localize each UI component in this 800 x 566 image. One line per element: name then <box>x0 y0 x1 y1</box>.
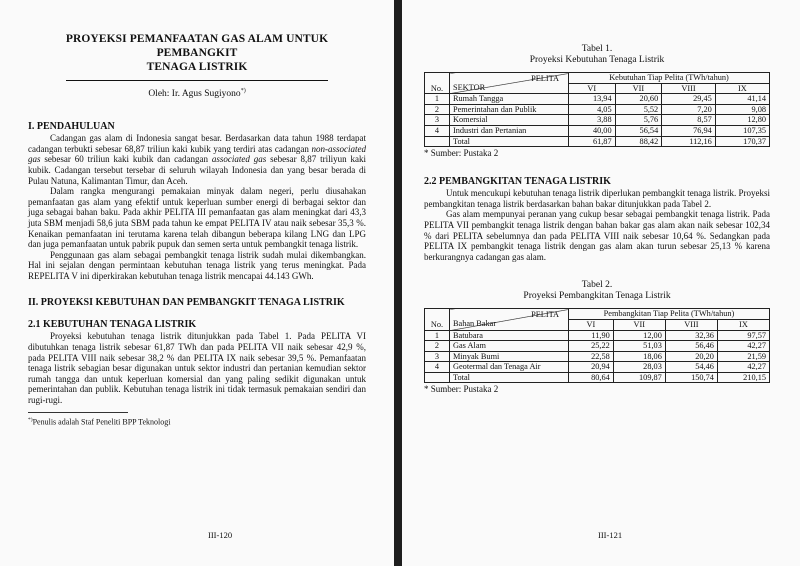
table-cell: 20,20 <box>665 351 717 362</box>
table-2 <box>424 308 770 383</box>
row-number: 1 <box>425 330 450 341</box>
table-cell: 22,58 <box>569 351 614 362</box>
table-cell: 20,60 <box>615 94 662 105</box>
row-label: Industri dan Pertanian <box>450 125 569 136</box>
total-cell: 150,74 <box>665 372 717 383</box>
table-cell: 9,08 <box>715 104 769 115</box>
table-cell: 107,35 <box>715 125 769 136</box>
table-cell: 56,46 <box>665 341 717 352</box>
table-1-source: * Sumber: Pustaka 2 <box>424 148 499 159</box>
author-footnote-mark: *) <box>240 88 246 94</box>
title-line-1: PROYEKSI PEMANFAATAN GAS ALAM UNTUK PEMBANGKIT <box>65 33 329 59</box>
total-cell: 210,15 <box>717 372 769 383</box>
section-2-2-paragraph-1: Untuk mencukupi kebutuhan tenaga listrik diperlukan pembangkit tenaga listrik. Proyeksi pembangkitan tenaga listrik berdasarkan bahan bakar ditunjukkan pada Tabel 2. <box>424 188 770 209</box>
table-row <box>425 341 770 352</box>
section-2-2-paragraph-2: Gas alam mempunyai peranan yang cukup besar sebagai pembangkit tenaga listrik. Pada PELITA VII pembangkit tenaga listrik dengan bahan bakar gas alam akan naik sebesar 102,34 % dari PELITA sebelumnya dan pada PELITA VIII naik sebesar 10,64 %. Sedangkan pada PELITA IX pembangkit tenaga listrik dengan gas alam akan turun sebesar 25,13 % karena berkurangnya cadangan gas alam. <box>424 209 770 262</box>
total-spacer <box>425 372 450 383</box>
total-cell: 88,42 <box>615 136 662 147</box>
total-spacer <box>425 136 450 147</box>
total-label: Total <box>450 136 569 147</box>
total-row <box>425 136 770 147</box>
row-number: 1 <box>425 94 450 105</box>
table-cell: 5,52 <box>615 104 662 115</box>
section-2-1-heading: 2.1 KEBUTUHAN TENAGA LISTRIK <box>28 319 197 331</box>
section-2-1-paragraph: Proyeksi kebutuhan tenaga listrik ditunjukkan pada Tabel 1. Pada PELITA VI dibutuhkan tenaga listrik sebesar 61,87 TWh dan pada PELITA VII naik sebesar 42,9 %, pada PELITA VIII naik sebesar 38,2 % dan PELITA IX naik sebesar 39,5 %. Pemanfaatan tenaga listrik sebagian besar digunakan untuk sektor industri dan pertanian kemudian sektor rumah tangga dan untuk keperluan komersial dan yang paling sedikit digunakan untuk pemerintahan dan publik. Kebutuhan tenaga listrik ini tidak termasuk pemakaian sendiri dan rugi-rugi. <box>28 331 366 406</box>
author-line <box>28 88 366 99</box>
author-name: Oleh: Ir. Agus Sugiyono <box>148 89 241 100</box>
section-2-heading: II. PROYEKSI KEBUTUHAN DAN PEMBANGKIT TENAGA LISTRIK <box>28 297 345 309</box>
row-number: 2 <box>425 341 450 352</box>
title-divider <box>66 80 328 81</box>
title-line-2: TENAGA LISTRIK <box>146 61 248 73</box>
row-number: 2 <box>425 104 450 115</box>
table-cell: 13,94 <box>569 94 616 105</box>
table-row <box>425 351 770 362</box>
column-header: VIII <box>662 83 716 94</box>
section-2-2-heading: 2.2 PEMBANGKITAN TENAGA LISTRIK <box>424 176 611 188</box>
table-cell: 41,14 <box>715 94 769 105</box>
total-cell: 61,87 <box>569 136 616 147</box>
table-2-caption <box>424 280 770 302</box>
row-number: 3 <box>425 115 450 126</box>
table-2-caption-title: Proyeksi Pembangkitan Tenaga Listrik <box>523 291 671 302</box>
column-header: IX <box>715 83 769 94</box>
row-label: Gas Alam <box>450 341 569 352</box>
corner-header-cell <box>450 309 569 330</box>
no-header: No. <box>425 309 450 330</box>
row-label: Pemerintahan dan Publik <box>450 104 569 115</box>
total-cell: 109,87 <box>613 372 665 383</box>
column-header: VI <box>569 319 614 330</box>
corner-bottom-label: SEKTOR <box>453 83 486 93</box>
row-label: Minyak Bumi <box>450 351 569 362</box>
group-header: Kebutuhan Tiap Pelita (TWh/tahun) <box>569 73 770 84</box>
section-1-paragraph-3: Penggunaan gas alam sebagai pembangkit tenaga listrik sudah mulai dikembangkan. Hal ini sejalan dengan permintaan kebutuhan tenaga listrik yang terus meningkat. Pada REPELITA V ini diperkirakan kebutuhan tenaga listrik mencapai 44.143 GWh. <box>28 249 366 281</box>
table-cell: 5,76 <box>615 115 662 126</box>
corner-header-cell <box>450 73 569 94</box>
table-cell: 56,54 <box>615 125 662 136</box>
table-cell: 25,22 <box>569 341 614 352</box>
table-cell: 7,20 <box>662 104 716 115</box>
row-number: 4 <box>425 362 450 373</box>
total-cell: 112,16 <box>662 136 716 147</box>
table-1-caption-number: Tabel 1. <box>581 44 613 54</box>
table-cell: 42,27 <box>717 341 769 352</box>
table-cell: 28,03 <box>613 362 665 373</box>
table-cell: 21,59 <box>717 351 769 362</box>
table-1-caption <box>424 44 770 66</box>
row-label: Komersial <box>450 115 569 126</box>
column-header: VIII <box>665 319 717 330</box>
table-cell: 18,06 <box>613 351 665 362</box>
table-cell: 32,36 <box>665 330 717 341</box>
page-number-left: III-120 <box>208 530 233 540</box>
footnote-mark: *) <box>28 416 33 423</box>
table-cell: 12,00 <box>613 330 665 341</box>
row-label: Rumah Tangga <box>450 94 569 105</box>
row-label: Geotermal dan Tenaga Air <box>450 362 569 373</box>
table-cell: 51,03 <box>613 341 665 352</box>
corner-bottom-label: Bahan Bakar <box>453 319 497 329</box>
table-cell: 8,57 <box>662 115 716 126</box>
table-2-caption-number: Tabel 2. <box>581 280 613 291</box>
row-number: 4 <box>425 125 450 136</box>
left-page <box>0 0 394 566</box>
table-1-caption-title: Proyeksi Kebutuhan Tenaga Listrik <box>529 55 665 65</box>
table-cell: 29,45 <box>662 94 716 105</box>
table-cell: 4,05 <box>569 104 616 115</box>
column-header: IX <box>717 319 769 330</box>
section-1-heading: I. PENDAHULUAN <box>28 121 115 133</box>
table-cell: 76,94 <box>662 125 716 136</box>
table-row <box>425 115 770 126</box>
table-cell: 20,94 <box>569 362 614 373</box>
total-label: Total <box>450 372 569 383</box>
corner-top-label: PELITA <box>531 73 559 83</box>
table-row <box>425 362 770 373</box>
table-cell: 97,57 <box>717 330 769 341</box>
table-header-row <box>425 73 770 84</box>
group-header: Pembangkitan Tiap Pelita (TWh/tahun) <box>569 309 770 320</box>
table-1 <box>424 72 770 147</box>
column-header: VII <box>613 319 665 330</box>
paper-title <box>28 32 366 74</box>
total-row <box>425 372 770 383</box>
table-header-row <box>425 309 770 320</box>
corner-top-label: PELITA <box>531 309 559 319</box>
column-header: VI <box>569 83 616 94</box>
section-1-paragraph-2: Dalam rangka mengurangi pemakaian minyak dalam negeri, perlu diusahakan pemanfaatan gas alam yang efektif untuk keperluan sumber energi di berbagai sektor dan juga sebagai bahan baku. Pada akhir PELITA III pemanfaatan gas alam meningkat dari 43,3 juta SBM menjadi 58,6 juta SBM pada tahun ke empat PELITA IV atau naik sebesar 35,3 %. Kenaikan pemanfaatan ini terutama karena telah dibangun beberapa kilang LNG dan LPG dan juga pemanfaatan untuk pabrik pupuk dan semen serta untuk pembangkit tenaga listrik. <box>28 186 366 250</box>
footnote-text: Penulis adalah Staf Peneliti BPP Teknologi <box>32 417 171 427</box>
row-label: Batubara <box>450 330 569 341</box>
table-cell: 12,80 <box>715 115 769 126</box>
table-cell: 40,00 <box>569 125 616 136</box>
table-row <box>425 94 770 105</box>
page-number-right: III-121 <box>598 530 623 540</box>
table-2-source: * Sumber: Pustaka 2 <box>424 384 499 395</box>
table-cell: 54,46 <box>665 362 717 373</box>
table-cell: 42,27 <box>717 362 769 373</box>
no-header: No. <box>425 73 450 94</box>
table-row <box>425 104 770 115</box>
footnote <box>28 417 366 427</box>
table-cell: 3,88 <box>569 115 616 126</box>
section-1-paragraph-1: Cadangan gas alam di Indonesia sangat besar. Berdasarkan data tahun 1988 terdapat cadangan terbukti sebesar 68,87 triliun kaki kubik yang terdiri atas cadangan non-associated gas sebesar 60 triliun kaki kubik dan cadangan associated gas sebesar 8,87 triliyun kaki kubik. Cadangan tersebut tersebar di seluruh wilayah Indonesia dan yang besar berada di Pulau Natuna, Kalimantan Timur, dan Aceh. <box>28 133 366 186</box>
column-header: VII <box>615 83 662 94</box>
table-row <box>425 125 770 136</box>
table-row <box>425 330 770 341</box>
total-cell: 80,64 <box>569 372 614 383</box>
right-page <box>402 0 800 566</box>
footnote-divider <box>28 412 128 413</box>
total-cell: 170,37 <box>715 136 769 147</box>
row-number: 3 <box>425 351 450 362</box>
table-cell: 11,90 <box>569 330 614 341</box>
